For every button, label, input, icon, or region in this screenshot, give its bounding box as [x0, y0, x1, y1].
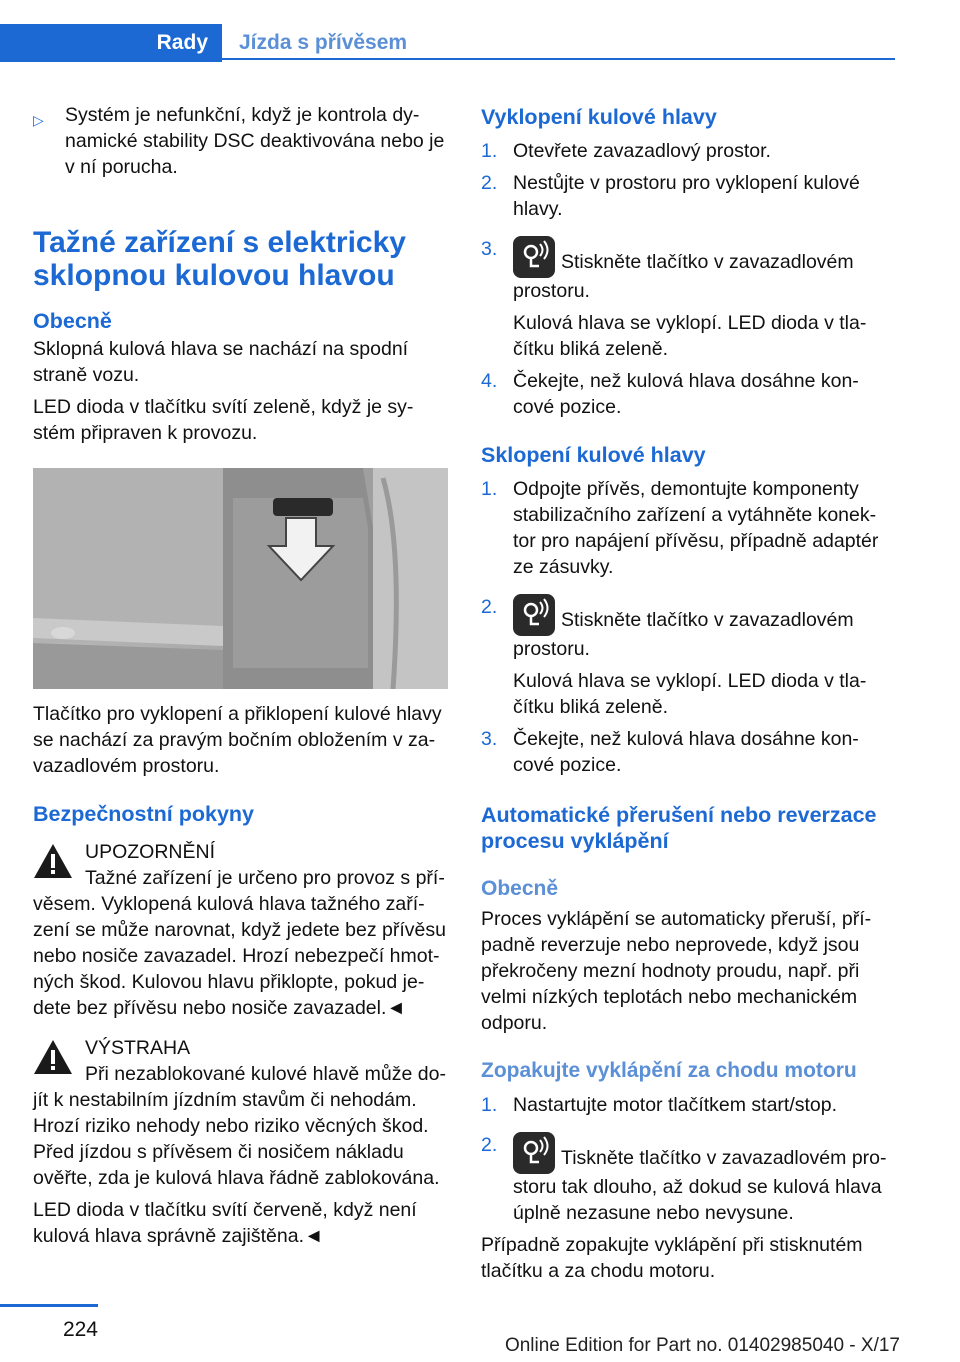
- tow-button-icon: [513, 1132, 555, 1174]
- list-item: 1. Nastartujte motor tlačítkem start/stop.: [481, 1094, 838, 1116]
- trunk-panel-photo: [33, 468, 448, 689]
- list-item: 3. Stiskněte tlačítko v zavazadlovém prostoru. Kulová hlava se vyklopí. LED dioda v tla-čítku bliká zeleně.: [481, 238, 867, 360]
- page-number: 224: [62, 1318, 98, 1341]
- zopakujte-steps: [481, 1092, 896, 1226]
- auto-subheading: Obecně: [481, 877, 559, 900]
- bullet-item: ▷ Systém je nefunkční, když je kontrola dy-namické stability DSC deaktivována nebo je v ní porucha.: [33, 104, 445, 178]
- right-column: [481, 100, 896, 1284]
- warning-text-2: Při nezablokované kulové hlavě může do-jít k nestabilním jízdním stavům či nehodám. Hrozí riziko nehody nebo riziko věcných škod. Před jízdou s přívěsem či nosičem nákladu ověřte, zda je kulová hlava řádně zablokována.: [33, 1063, 446, 1189]
- edition-info: Online Edition for Part no. 01402985040 - X/17: [504, 1335, 900, 1356]
- tow-button-icon: [513, 594, 555, 636]
- obecne-paragraph-1: Sklopná kulová hlava se nachází na spodní straně vozu.: [33, 338, 409, 386]
- page-header: [0, 24, 895, 62]
- list-item: 1. Odpojte přívěs, demontujte komponenty stabilizačního zařízení a vytáhněte konek-tor pro napájení přívěsu, případně adaptér ze zásuvky.: [481, 478, 879, 578]
- vyklopeni-steps: [481, 138, 896, 420]
- obecne-paragraph-2: LED dioda v tlačítku svítí zeleně, když je sy-stém připraven k provozu.: [33, 396, 414, 444]
- list-item: 1. Otevřete zavazadlový prostor.: [481, 140, 771, 162]
- list-item: 2. Stiskněte tlačítko v zavazadlovém prostoru. Kulová hlava se vyklopí. LED dioda v tla-čítku bliká zeleně.: [481, 596, 867, 718]
- list-item: 2. Nestůjte v prostoru pro vyklopení kulové hlavy.: [481, 172, 860, 220]
- list-item: 4. Čekejte, než kulová hlava dosáhne kon-cové pozice.: [481, 370, 859, 418]
- warning-triangle-icon: [33, 1039, 73, 1075]
- list-item: 3. Čekejte, než kulová hlava dosáhne kon-cové pozice.: [481, 728, 859, 776]
- photo-caption: Tlačítko pro vyklopení a přiklopení kulové hlavy se nachází za pravým bočním obložením v za-vazadlovém prostoru.: [33, 703, 442, 777]
- list-item: 2. Tiskněte tlačítko v zavazadlovém pro-storu tak dlouho, až dokud se kulová hlava úplně nezasune nebo nevysune.: [481, 1134, 887, 1224]
- zopakujte-paragraph: Případně zopakujte vyklápění při stisknutém tlačítku a za chodu motoru.: [481, 1234, 863, 1282]
- zopakujte-heading: Zopakujte vyklápění za chodu motoru: [481, 1059, 857, 1082]
- auto-heading: Automatické přerušení nebo reverzace procesu vyklápění: [481, 803, 877, 853]
- final-paragraph: LED dioda v tlačítku svítí červeně, když není kulová hlava správně zajištěna.◄: [33, 1199, 417, 1247]
- warning-triangle-icon: [33, 843, 73, 879]
- warning-block-2: [33, 1035, 448, 1061]
- header-tab-section[interactable]: Jízda s přívěsem: [222, 24, 895, 60]
- header-tab-rady[interactable]: Rady: [0, 24, 222, 62]
- sklopeni-steps: [481, 476, 896, 778]
- warning-label-2: VÝSTRAHA: [85, 1037, 191, 1059]
- triangle-bullet-icon: ▷: [33, 112, 44, 128]
- tow-button-icon: [513, 236, 555, 278]
- safety-heading: Bezpečnostní pokyny: [33, 802, 255, 826]
- obecne-heading: Obecně: [33, 309, 112, 333]
- auto-paragraph: Proces vyklápění se automaticky přeruší, pří-padně reverzuje nebo neprovede, když jsou překročeny mezní hodnoty proudu, např. při velmi nízkých teplotách nebo mechanickém odporu.: [481, 908, 872, 1034]
- warning-text-1: Tažné zařízení je určeno pro provoz s pří-věsem. Vyklopená kulová hlava tažného zaří-zení se může narovnat, když jedete bez přívěsu nebo nosiče zavazadel. Hrozí nebezpečí hmot-ných škod. Kulovou hlavu přiklopte, pokud je-dete bez přívěsu nebo nosiče zavazadel.◄: [33, 867, 446, 1019]
- warning-label-1: UPOZORNĚNÍ: [85, 841, 216, 863]
- left-column: [33, 100, 448, 1249]
- section-title: Tažné zařízení s elektricky sklopnou kulovou hlavou: [33, 226, 406, 292]
- vyklopeni-heading: Vyklopení kulové hlavy: [481, 105, 717, 129]
- footer-divider: [0, 1304, 98, 1307]
- sklopeni-heading: Sklopení kulové hlavy: [481, 443, 706, 467]
- warning-block-1: [33, 839, 448, 865]
